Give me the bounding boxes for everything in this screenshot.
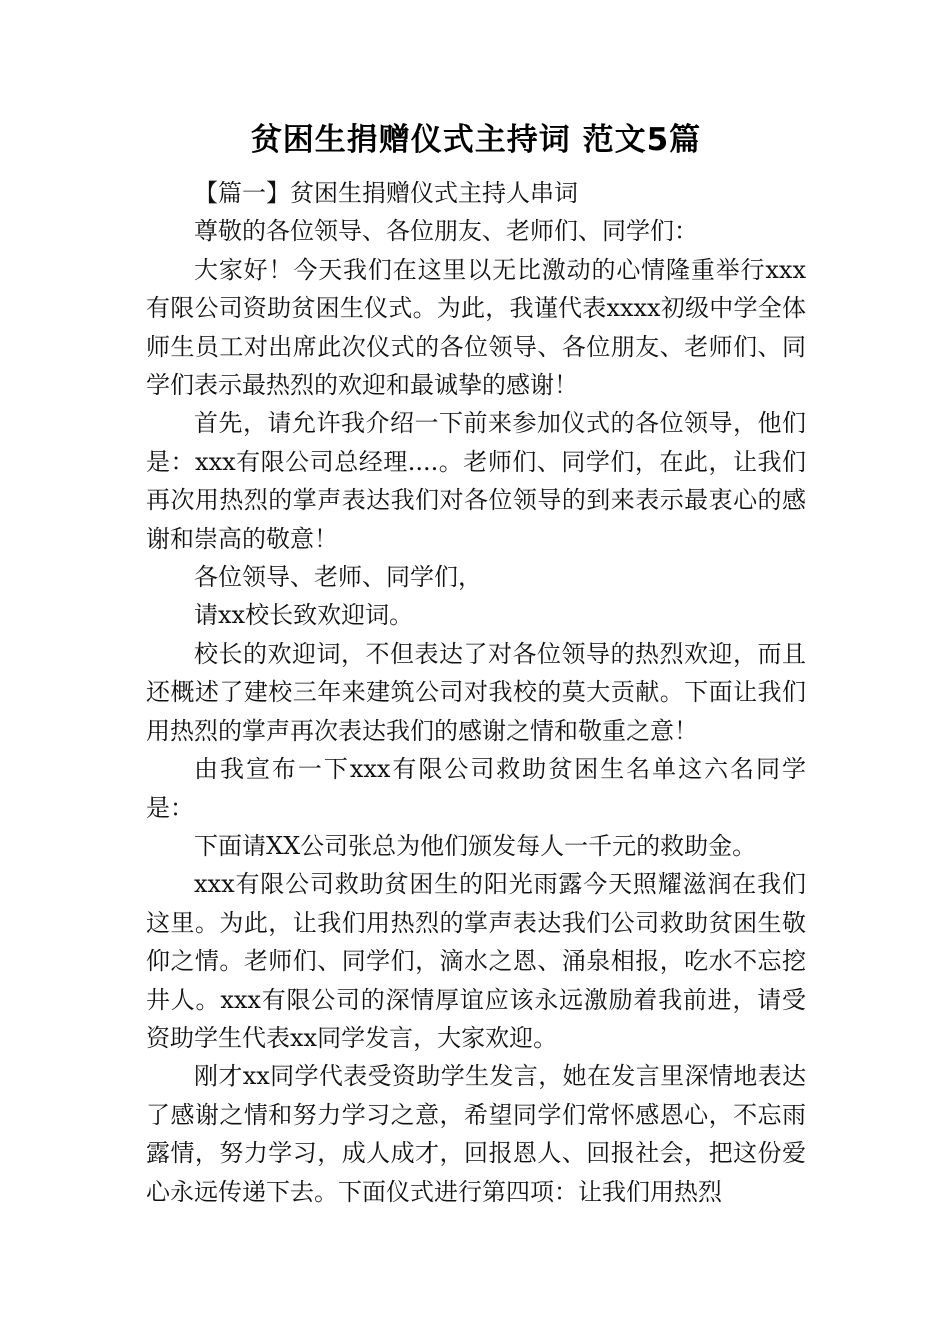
paragraph-gratitude: xxx有限公司救助贫困生的阳光雨露今天照耀滋润在我们这里。为此，让我们用热烈的掌声表达我们公司救助贫困生敬仰之情。老师们、同学们，滴水之恩、涌泉相报，吃水不忘挖井人。xxx有限公司的深情厚谊应该永远激励着我前进，请受资助学生代表xx同学发言，大家欢迎。 <box>146 870 806 1052</box>
paragraph-student-speech: 刚才xx同学代表受资助学生发言，她在发言里深情地表达了感谢之情和努力学习之意，希望同学们常怀感恩心，不忘雨露情，努力学习，成人成才，回报恩人、回报社会，把这份爱心永远传递下去。下面仪式进行第四项：让我们用热烈 <box>146 1062 806 1206</box>
paragraph-salutation: 尊敬的各位领导、各位朋友、老师们、同学们： <box>194 217 698 246</box>
document-page <box>146 118 806 1211</box>
paragraph-award: 下面请XX公司张总为他们颁发每人一千元的救助金。 <box>194 831 757 860</box>
paragraph-principal-summary: 校长的欢迎词，不但表达了对各位领导的热烈欢迎，而且还概述了建校三年来建筑公司对我校的莫大贡献。下面让我们用热烈的掌声再次表达我们的感谢之情和敬重之意！ <box>146 639 806 745</box>
paragraph-address: 各位领导、老师、同学们， <box>194 563 482 592</box>
paragraph-student-list: 由我宣布一下xxx有限公司救助贫困生名单这六名同学是： <box>146 755 806 822</box>
paragraph-introduction: 首先，请允许我介绍一下前来参加仪式的各位领导，他们是：xxx有限公司总经理....。老师们、同学们，在此，让我们再次用热烈的掌声表达我们对各位领导的到来表示最衷心的感谢和崇高的敬意！ <box>146 409 806 553</box>
paragraph-section-heading: 【篇一】贫困生捐赠仪式主持人串词 <box>194 179 578 207</box>
document-title: 贫困生捐赠仪式主持词 范文5篇 <box>250 122 702 158</box>
paragraph-greeting: 大家好！今天我们在这里以无比激动的心情隆重举行xxx有限公司资助贫困生仪式。为此，我谨代表xxxx初级中学全体师生员工对出席此次仪式的各位领导、各位朋友、老师们、同学们表示最热烈的欢迎和最诚挚的感谢！ <box>146 255 806 400</box>
paragraph-principal-invite: 请xx校长致欢迎词。 <box>194 601 414 630</box>
